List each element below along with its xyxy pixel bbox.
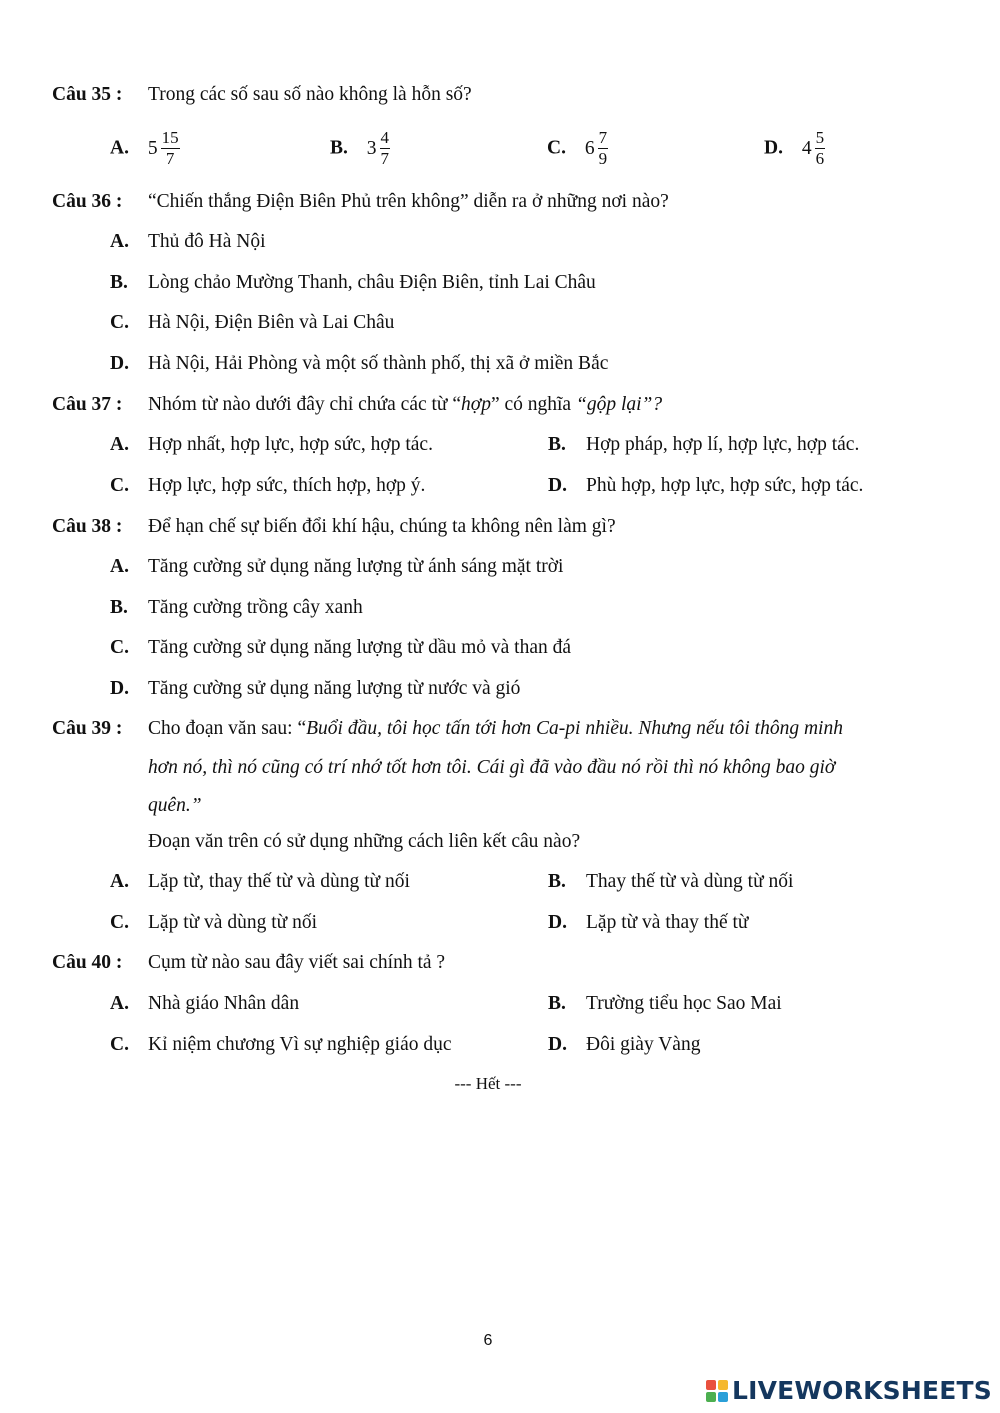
- option-text: Nhà giáo Nhân dân: [148, 993, 300, 1014]
- option-letter: B.: [330, 137, 348, 159]
- option-letter: D.: [548, 475, 567, 496]
- q36-option-b[interactable]: [110, 272, 596, 294]
- option-text: Tăng cường sử dụng năng lượng từ nước và gió: [148, 678, 521, 699]
- q36-option-a[interactable]: [110, 231, 266, 253]
- option-letter: B.: [548, 434, 566, 455]
- whole-part: 6: [584, 137, 595, 159]
- q37-option-d[interactable]: [548, 475, 863, 497]
- option-letter: C.: [110, 475, 129, 496]
- q40-option-a[interactable]: [110, 993, 299, 1015]
- q38-option-d[interactable]: [110, 678, 520, 700]
- q35-option-b[interactable]: [330, 128, 390, 169]
- mixed-number: [367, 128, 390, 169]
- option-letter: A.: [110, 556, 129, 577]
- q39-option-d[interactable]: [548, 912, 748, 934]
- option-text: Thủ đô Hà Nội: [148, 231, 266, 252]
- option-letter: D.: [548, 912, 567, 933]
- question-40-text: Cụm từ nào sau đây viết sai chính tả ?: [148, 952, 446, 973]
- question-39-passage-line-1: [148, 718, 843, 740]
- option-letter: C.: [110, 912, 129, 933]
- option-letter: A.: [110, 434, 129, 455]
- option-text: Tăng cường trồng cây xanh: [148, 597, 363, 618]
- question-37-text: [148, 394, 662, 416]
- q35-option-c[interactable]: [547, 128, 608, 169]
- whole-part: 5: [147, 137, 158, 159]
- q37-option-a[interactable]: [110, 434, 433, 456]
- option-text: Hà Nội, Hải Phòng và một số thành phố, thị xã ở miền Bắc: [148, 353, 609, 374]
- option-text: Kỉ niệm chương Vì sự nghiệp giáo dục: [148, 1034, 452, 1055]
- numerator: 7: [598, 128, 608, 147]
- option-text: Lòng chảo Mường Thanh, châu Điện Biên, tỉnh Lai Châu: [148, 272, 596, 293]
- option-text: Trường tiểu học Sao Mai: [586, 993, 782, 1014]
- question-38-label: Câu 38 :: [52, 516, 123, 537]
- question-39-question: Đoạn văn trên có sử dụng những cách liên kết câu nào?: [148, 831, 581, 852]
- fraction: [598, 128, 609, 169]
- option-text: Hợp lực, hợp sức, thích hợp, hợp ý.: [148, 475, 426, 496]
- q38-option-c[interactable]: [110, 637, 571, 659]
- whole-part: 4: [801, 137, 812, 159]
- q39-option-a[interactable]: [110, 871, 410, 893]
- question-38-text: Để hạn chế sự biến đổi khí hậu, chúng ta không nên làm gì?: [148, 516, 616, 537]
- option-letter: C.: [547, 137, 566, 159]
- option-text: Lặp từ, thay thế từ và dùng từ nối: [148, 871, 410, 892]
- option-letter: B.: [548, 993, 566, 1014]
- option-letter: C.: [110, 1034, 129, 1055]
- denominator: 7: [380, 149, 390, 168]
- question-37-meaning: “gộp lại”?: [575, 394, 663, 415]
- question-40-label: Câu 40 :: [52, 952, 123, 973]
- option-text: Đôi giày Vàng: [586, 1034, 701, 1055]
- passage-text: Buổi đầu, tôi học tấn tới hơn Ca-pi nhiều. Nhưng nếu tôi thông minh: [306, 718, 843, 739]
- whole-part: 3: [366, 137, 377, 159]
- question-37-label: Câu 37 :: [52, 394, 123, 415]
- option-text: Phù hợp, hợp lực, hợp sức, hợp tác.: [586, 475, 864, 496]
- question-39-intro: Cho đoạn văn sau: “: [148, 718, 307, 739]
- fraction: [380, 128, 391, 169]
- option-letter: C.: [110, 312, 129, 333]
- question-36-label: Câu 36 :: [52, 191, 123, 212]
- denominator: 9: [598, 149, 608, 168]
- q35-option-d[interactable]: [764, 128, 825, 169]
- logo-tiles-icon: [706, 1380, 728, 1402]
- logo-tile: [706, 1392, 716, 1402]
- option-text: Lặp từ và thay thế từ: [586, 912, 749, 933]
- q39-option-b[interactable]: [548, 871, 793, 893]
- q38-option-a[interactable]: [110, 556, 563, 578]
- fraction: [161, 128, 180, 169]
- option-text: Hợp nhất, hợp lực, hợp sức, hợp tác.: [148, 434, 433, 455]
- question-39-passage-line-2: hơn nó, thì nó cũng có trí nhớ tốt hơn tôi. Cái gì đã vào đầu nó rồi thì nó không bao giờ: [148, 757, 836, 778]
- option-letter: B.: [110, 597, 128, 618]
- option-text: Thay thế từ và dùng từ nối: [586, 871, 794, 892]
- question-37-text-pre: Nhóm từ nào dưới đây chỉ chứa các từ “: [148, 394, 462, 415]
- question-39-label: Câu 39 :: [52, 718, 123, 739]
- question-37-text-mid: ” có nghĩa: [490, 394, 576, 415]
- logo-tile: [706, 1380, 716, 1390]
- question-35-text: Trong các số sau số nào không là hỗn số?: [148, 84, 472, 105]
- option-letter: A.: [110, 871, 129, 892]
- q40-option-c[interactable]: [110, 1034, 452, 1056]
- question-37-word: hợp: [461, 394, 491, 415]
- liveworksheets-logo[interactable]: [706, 1376, 992, 1405]
- option-text: Tăng cường sử dụng năng lượng từ ánh sáng mặt trời: [148, 556, 564, 577]
- option-letter: A.: [110, 231, 129, 252]
- option-letter: C.: [110, 637, 129, 658]
- mixed-number: [585, 128, 608, 169]
- question-35-label: Câu 35 :: [52, 84, 123, 105]
- q40-option-d[interactable]: [548, 1034, 700, 1056]
- brand-name: LIVEWORKSHEETS: [731, 1376, 992, 1405]
- option-letter: D.: [110, 353, 129, 374]
- end-mark: --- Hết ---: [454, 1074, 522, 1093]
- option-letter: D.: [548, 1034, 567, 1055]
- option-letter: D.: [764, 137, 783, 159]
- option-letter: A.: [110, 137, 129, 159]
- question-36-text: “Chiến thắng Điện Biên Phủ trên không” diễn ra ở những nơi nào?: [148, 191, 669, 212]
- option-letter: D.: [110, 678, 129, 699]
- option-letter: A.: [110, 993, 129, 1014]
- option-text: Hợp pháp, hợp lí, hợp lực, hợp tác.: [586, 434, 860, 455]
- option-letter: B.: [548, 871, 566, 892]
- option-letter: B.: [110, 272, 128, 293]
- q36-option-d[interactable]: [110, 353, 608, 375]
- question-39-passage-line-3: quên.”: [148, 795, 202, 816]
- q37-option-b[interactable]: [548, 434, 859, 456]
- fraction: [815, 128, 826, 169]
- q40-option-b[interactable]: [548, 993, 782, 1015]
- logo-tile: [718, 1392, 728, 1402]
- q37-option-c[interactable]: [110, 475, 425, 497]
- q38-option-b[interactable]: [110, 597, 363, 619]
- option-text: Lặp từ và dùng từ nối: [148, 912, 317, 933]
- option-text: Hà Nội, Điện Biên và Lai Châu: [148, 312, 395, 333]
- mixed-number: [148, 128, 180, 169]
- numerator: 15: [161, 128, 179, 147]
- numerator: 4: [380, 128, 390, 147]
- denominator: 6: [815, 149, 825, 168]
- numerator: 5: [815, 128, 825, 147]
- mixed-number: [802, 128, 825, 169]
- logo-tile: [718, 1380, 728, 1390]
- q35-option-a[interactable]: [110, 128, 180, 169]
- page-number: 6: [483, 1332, 493, 1349]
- option-text: Tăng cường sử dụng năng lượng từ dầu mỏ và than đá: [148, 637, 572, 658]
- q39-option-c[interactable]: [110, 912, 317, 934]
- denominator: 7: [165, 149, 175, 168]
- q36-option-c[interactable]: [110, 312, 394, 334]
